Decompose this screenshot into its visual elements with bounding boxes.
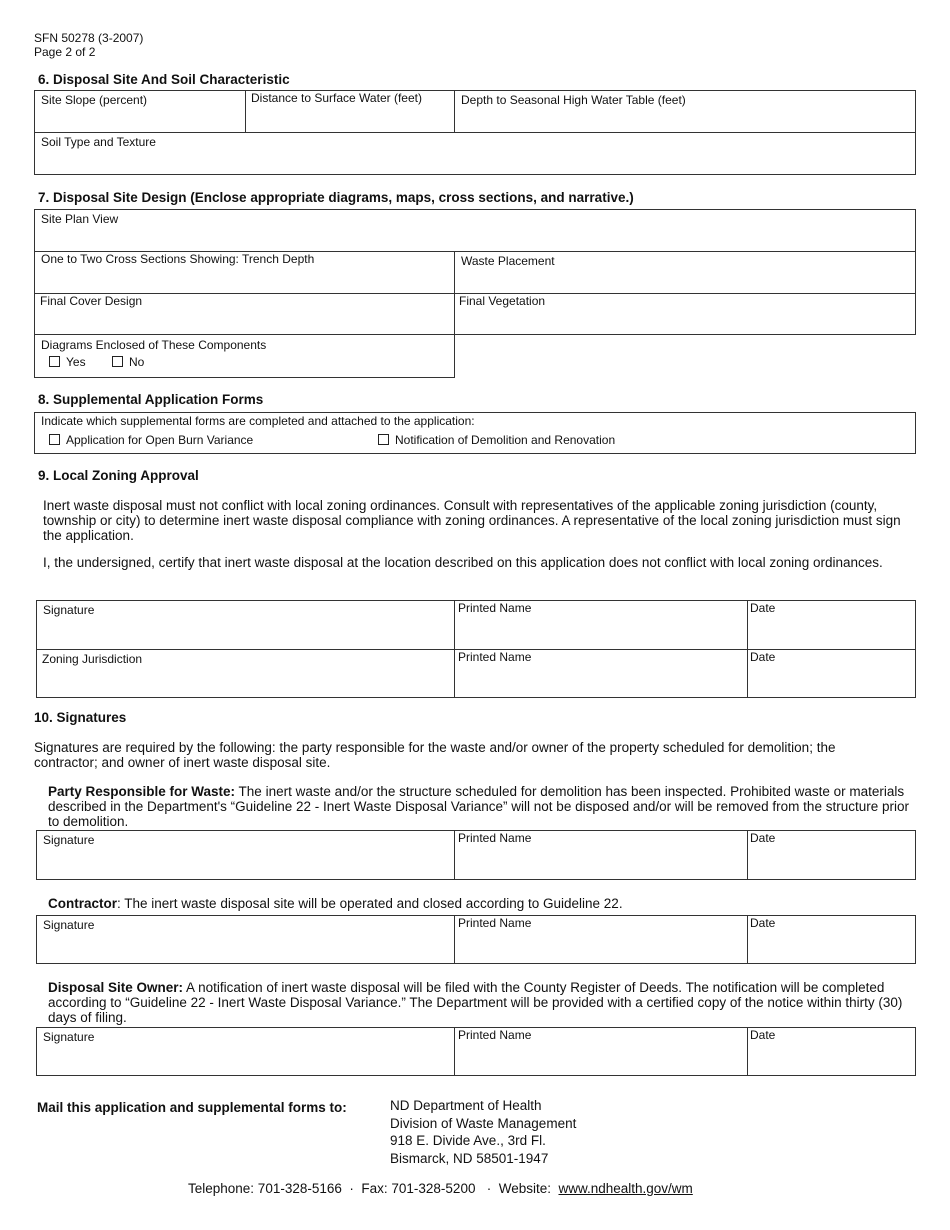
site-owner-text — [48, 980, 914, 1025]
diagrams-enclosed-label: Diagrams Enclosed of These Components — [41, 338, 267, 352]
section-7-title: 7. Disposal Site Design (Enclose appropriate diagrams, maps, cross sections, and narrative.) — [38, 190, 634, 205]
open-burn-checkbox[interactable] — [49, 434, 60, 445]
contractor-printed-name-label: Printed Name — [458, 916, 532, 930]
zoning-date-field[interactable] — [747, 600, 916, 650]
address-line-3: 918 E. Divide Ave., 3rd Fl. — [390, 1133, 546, 1148]
site-slope-field[interactable] — [34, 90, 246, 133]
final-cover-label: Final Cover Design — [40, 294, 143, 308]
form-header — [34, 31, 143, 59]
party-printed-name-label: Printed Name — [458, 831, 532, 845]
zoning-printed-name-label: Printed Name — [458, 601, 532, 615]
form-number: SFN 50278 (3-2007) — [34, 31, 144, 45]
contractor-date-label: Date — [750, 916, 776, 930]
party-printed-name-field[interactable] — [454, 830, 748, 880]
contractor-signature-label: Signature — [43, 918, 95, 932]
jurisdiction-printed-name-label: Printed Name — [458, 650, 532, 664]
party-responsible-heading: Party Responsible for Waste: — [48, 784, 236, 799]
final-cover-field[interactable] — [34, 293, 455, 335]
depth-water-table-field[interactable] — [454, 90, 916, 133]
demolition-checkbox[interactable] — [378, 434, 389, 445]
jurisdiction-printed-name-field[interactable] — [454, 649, 748, 698]
site-plan-label: Site Plan View — [41, 212, 119, 226]
owner-printed-name-label: Printed Name — [458, 1028, 532, 1042]
contractor-heading: Contractor — [48, 896, 118, 911]
section-8-title: 8. Supplemental Application Forms — [38, 392, 264, 407]
demolition-option[interactable] — [378, 433, 615, 447]
distance-water-label: Distance to Surface Water (feet) — [251, 91, 422, 105]
contact-line — [188, 1181, 693, 1196]
mail-instruction: Mail this application and supplemental forms to: — [37, 1100, 347, 1115]
contractor-signature-field[interactable] — [36, 915, 455, 964]
contractor-body: : The inert waste disposal site will be operated and closed according to Guideline 22. — [117, 896, 623, 911]
supplemental-forms-box — [34, 412, 916, 454]
depth-water-table-label: Depth to Seasonal High Water Table (feet) — [461, 93, 686, 107]
zoning-certification: I, the undersigned, certify that inert waste disposal at the location described on this application does not conflict with local zoning ordinances. — [43, 555, 883, 570]
zoning-jurisdiction-field[interactable] — [36, 649, 455, 698]
party-signature-field[interactable] — [36, 830, 455, 880]
site-owner-heading: Disposal Site Owner: — [48, 980, 184, 995]
final-vegetation-label: Final Vegetation — [459, 294, 546, 308]
contractor-date-field[interactable] — [747, 915, 916, 964]
soil-type-field[interactable] — [34, 132, 916, 175]
owner-signature-label: Signature — [43, 1030, 95, 1044]
section-10-title: 10. Signatures — [34, 710, 127, 725]
diagrams-yes-option[interactable] — [49, 355, 86, 369]
waste-placement-label: Waste Placement — [461, 254, 555, 268]
zoning-date-label: Date — [750, 601, 776, 615]
contact-info: Telephone: 701-328-5166 · Fax: 701-328-5200 · Website: — [188, 1181, 559, 1196]
site-owner-body: A notification of inert waste disposal will be filed with the County Register of Deeds. The notification will be completed according to “Guideline 22 - Inert Waste Disposal Variance.” The Department will be provided with a certified copy of the notice within thirty (30) days of filing. — [48, 980, 903, 1025]
party-responsible-text — [48, 784, 914, 829]
contractor-text — [48, 896, 914, 911]
diagrams-yes-label: Yes — [66, 355, 86, 369]
zoning-signature-field[interactable] — [36, 600, 455, 650]
party-responsible-body: The inert waste and/or the structure scheduled for demolition has been inspected. Prohibited waste or materials described in the Department's “Guideline 22 - Inert Waste Disposal Variance” will not be disposed and/or will be removed from the structure prior to demolition. — [48, 784, 909, 829]
address-line-1: ND Department of Health — [390, 1098, 542, 1113]
party-signature-label: Signature — [43, 833, 95, 847]
zoning-paragraph: Inert waste disposal must not conflict with local zoning ordinances. Consult with representatives of the applicable zoning jurisdiction (county, township or city) to determine inert waste disposal compliance with zoning ordinances. A representative of the local zoning jurisdiction must sign the application. — [43, 498, 901, 543]
zoning-printed-name-field[interactable] — [454, 600, 748, 650]
address-line-4: Bismarck, ND 58501-1947 — [390, 1150, 549, 1166]
section-9-title: 9. Local Zoning Approval — [38, 468, 199, 483]
owner-date-field[interactable] — [747, 1027, 916, 1076]
zoning-signature-label: Signature — [43, 603, 95, 617]
diagrams-no-label: No — [129, 355, 145, 369]
owner-printed-name-field[interactable] — [454, 1027, 748, 1076]
jurisdiction-date-label: Date — [750, 650, 776, 664]
party-date-field[interactable] — [747, 830, 916, 880]
waste-placement-field[interactable] — [454, 251, 916, 294]
cross-sections-field[interactable] — [34, 251, 455, 294]
signatures-intro: Signatures are required by the following: the party responsible for the waste and/or owner of the property scheduled for demolition; the contractor; and owner of inert waste disposal site. — [34, 740, 836, 770]
open-burn-option[interactable] — [49, 433, 253, 447]
cross-sections-label: One to Two Cross Sections Showing: Trench Depth — [41, 252, 315, 266]
section-6-title: 6. Disposal Site And Soil Characteristic — [38, 72, 290, 87]
website-link[interactable]: www.ndhealth.gov/wm — [558, 1181, 693, 1196]
address-line-2: Division of Waste Management — [390, 1115, 577, 1131]
diagrams-no-option[interactable] — [112, 355, 144, 369]
diagrams-no-checkbox[interactable] — [112, 356, 123, 367]
zoning-jurisdiction-label: Zoning Jurisdiction — [42, 652, 143, 666]
diagrams-enclosed-field — [34, 334, 455, 378]
site-plan-field[interactable] — [34, 209, 916, 252]
party-date-label: Date — [750, 831, 776, 845]
distance-water-field[interactable] — [245, 90, 455, 133]
contractor-printed-name-field[interactable] — [454, 915, 748, 964]
site-slope-label: Site Slope (percent) — [41, 93, 148, 107]
final-vegetation-field[interactable] — [454, 293, 916, 335]
owner-date-label: Date — [750, 1028, 776, 1042]
mailing-address — [390, 1097, 576, 1167]
owner-signature-field[interactable] — [36, 1027, 455, 1076]
demolition-label: Notification of Demolition and Renovation — [395, 433, 616, 447]
page-indicator: Page 2 of 2 — [34, 45, 96, 59]
supplemental-instruction: Indicate which supplemental forms are completed and attached to the application: — [41, 414, 475, 428]
soil-type-label: Soil Type and Texture — [41, 135, 156, 149]
jurisdiction-date-field[interactable] — [747, 649, 916, 698]
diagrams-yes-checkbox[interactable] — [49, 356, 60, 367]
open-burn-label: Application for Open Burn Variance — [66, 433, 254, 447]
